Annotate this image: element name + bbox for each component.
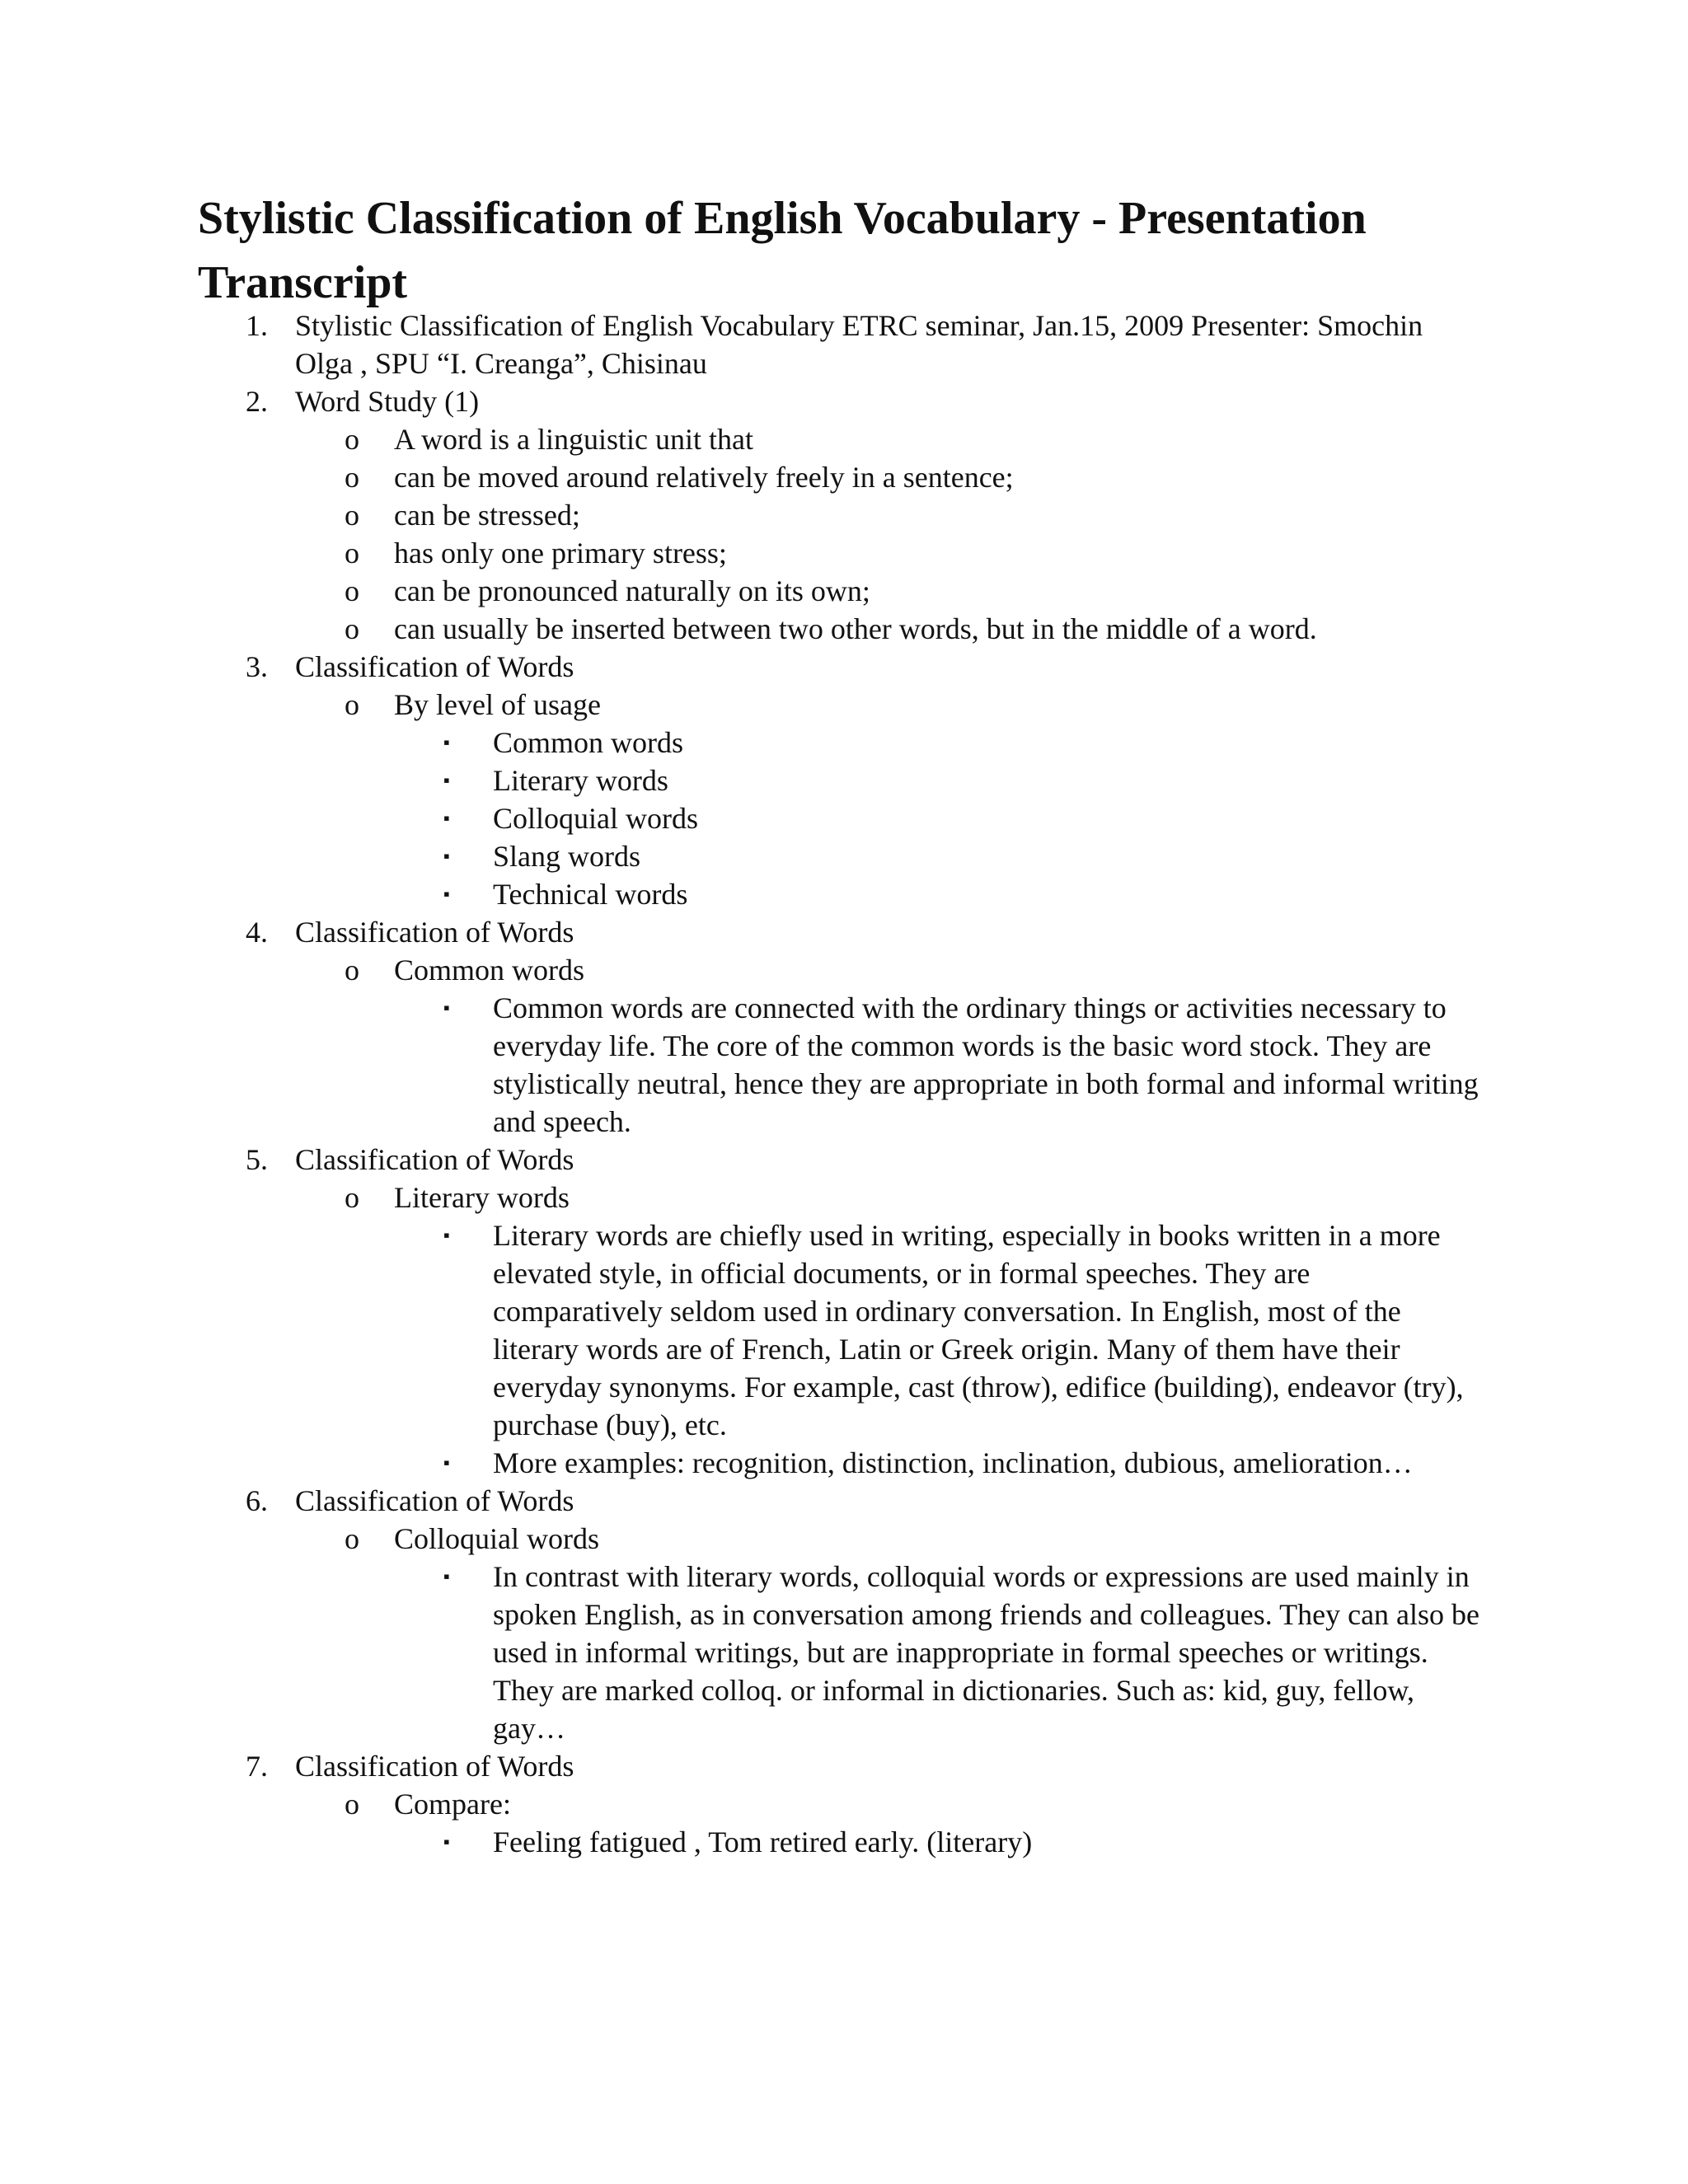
square-bullet-icon: ▪	[443, 883, 450, 904]
square-bullet-icon: ▪	[443, 732, 450, 752]
circle-bullet-icon: o	[345, 499, 359, 532]
item-text: Classification of Words	[295, 1750, 574, 1783]
sub-item-text: By level of usage	[394, 688, 601, 721]
square-bullet-icon: ▪	[443, 1452, 450, 1473]
sub-sub-list-item	[0, 989, 1482, 1141]
item-text: Word Study (1)	[295, 385, 480, 418]
sub-item-text: Colloquial words	[394, 1522, 599, 1555]
item-text: Classification of Words	[295, 1484, 574, 1517]
sub-sub-list-item	[0, 1823, 1482, 1861]
circle-bullet-icon: o	[345, 574, 359, 607]
sub-list-item	[0, 686, 1498, 724]
sub-list-item	[0, 610, 1498, 648]
sub-list-item	[0, 420, 1498, 458]
sub-sub-item-text: In contrast with literary words, colloquial words or expressions are used mainly in spoken English, as in conversation among friends and colleagues. They can also be used in informal writings, but are inappropriate in formal speeches or writings. They are marked colloq. or informal in dictionaries. Such as: kid, guy, fellow, gay…	[493, 1560, 1480, 1745]
sub-sub-item-text: Feeling fatigued , Tom retired early. (literary)	[493, 1825, 1033, 1858]
square-bullet-icon: ▪	[443, 846, 450, 866]
sub-item-text: Literary words	[394, 1181, 570, 1214]
square-bullet-icon: ▪	[443, 1225, 450, 1245]
circle-bullet-icon: o	[345, 537, 359, 569]
sub-item-text: can be pronounced naturally on its own;	[394, 574, 870, 607]
list-item	[0, 1482, 1474, 1520]
list-item	[0, 382, 1474, 420]
square-bullet-icon: ▪	[443, 1566, 450, 1586]
circle-bullet-icon: o	[345, 1522, 359, 1555]
list-item	[0, 307, 1474, 382]
item-number: 7.	[246, 1750, 268, 1783]
circle-bullet-icon: o	[345, 688, 359, 721]
transcript-list	[0, 307, 1688, 1861]
sub-item-text: has only one primary stress;	[394, 537, 727, 569]
sub-sub-item-text: Technical words	[493, 878, 688, 911]
sub-list-item	[0, 534, 1498, 572]
square-bullet-icon: ▪	[443, 808, 450, 828]
circle-bullet-icon: o	[345, 954, 359, 987]
sub-sub-item-text: Literary words are chiefly used in writing, especially in books written in a more elevated style, in official documents, or in formal speeches. They are comparatively seldom used in ordinary conversation. In English, most of the literary words are of French, Latin or Greek origin. Many of them have their everyday synonyms. For example, cast (throw), edifice (building), endeavor (try), purchase (buy), etc.	[493, 1219, 1464, 1441]
sub-sub-list-item	[0, 1558, 1482, 1747]
sub-item-text: can be moved around relatively freely in a sentence;	[394, 461, 1014, 494]
sub-list-item	[0, 1785, 1498, 1823]
item-text: Classification of Words	[295, 916, 574, 949]
list-item	[0, 1747, 1474, 1785]
item-text: Stylistic Classification of English Vocabulary ETRC seminar, Jan.15, 2009 Presenter: Smochin Olga , SPU “I. Creanga”, Chisinau	[295, 309, 1423, 380]
sub-sub-list-item	[0, 1444, 1482, 1482]
sub-item-text: A word is a linguistic unit that	[394, 423, 753, 456]
circle-bullet-icon: o	[345, 612, 359, 645]
sub-sub-list-item	[0, 1216, 1482, 1444]
sub-sub-item-text: Common words are connected with the ordinary things or activities necessary to everyday life. The core of the common words is the basic word stock. They are stylistically neutral, hence they are appropriate in both formal and informal writing and speech.	[493, 991, 1479, 1138]
item-text: Classification of Words	[295, 650, 574, 683]
sub-item-text: can be stressed;	[394, 499, 580, 532]
item-number: 5.	[246, 1143, 268, 1176]
item-number: 1.	[246, 309, 268, 342]
list-item	[0, 913, 1474, 951]
sub-item-text: Common words	[394, 954, 585, 987]
sub-list-item	[0, 458, 1498, 496]
sub-sub-item-text: Slang words	[493, 840, 640, 873]
list-item	[0, 1141, 1474, 1179]
sub-sub-list-item	[0, 724, 1482, 762]
page-title: Stylistic Classification of English Vocabulary - Presentation Transcript	[198, 193, 1367, 308]
sub-list-item	[0, 1520, 1498, 1558]
circle-bullet-icon: o	[345, 423, 359, 456]
list-item	[0, 648, 1474, 686]
sub-item-text: Compare:	[394, 1788, 511, 1821]
sub-sub-list-item	[0, 762, 1482, 799]
sub-item-text: can usually be inserted between two other words, but in the middle of a word.	[394, 612, 1317, 645]
sub-sub-item-text: Colloquial words	[493, 802, 698, 835]
sub-sub-item-text: Literary words	[493, 764, 668, 797]
sub-sub-item-text: Common words	[493, 726, 684, 759]
item-number: 3.	[246, 650, 268, 683]
item-text: Classification of Words	[295, 1143, 574, 1176]
sub-list-item	[0, 496, 1498, 534]
circle-bullet-icon: o	[345, 461, 359, 494]
circle-bullet-icon: o	[345, 1181, 359, 1214]
sub-sub-item-text: More examples: recognition, distinction, inclination, dubious, amelioration…	[493, 1446, 1413, 1479]
item-number: 2.	[246, 385, 268, 418]
sub-sub-list-item	[0, 837, 1482, 875]
sub-sub-list-item	[0, 875, 1482, 913]
square-bullet-icon: ▪	[443, 1831, 450, 1852]
sub-list-item	[0, 572, 1498, 610]
square-bullet-icon: ▪	[443, 997, 450, 1018]
item-number: 6.	[246, 1484, 268, 1517]
sub-sub-list-item	[0, 799, 1482, 837]
circle-bullet-icon: o	[345, 1788, 359, 1821]
item-number: 4.	[246, 916, 268, 949]
square-bullet-icon: ▪	[443, 770, 450, 790]
sub-list-item	[0, 1179, 1498, 1216]
sub-list-item	[0, 951, 1498, 989]
